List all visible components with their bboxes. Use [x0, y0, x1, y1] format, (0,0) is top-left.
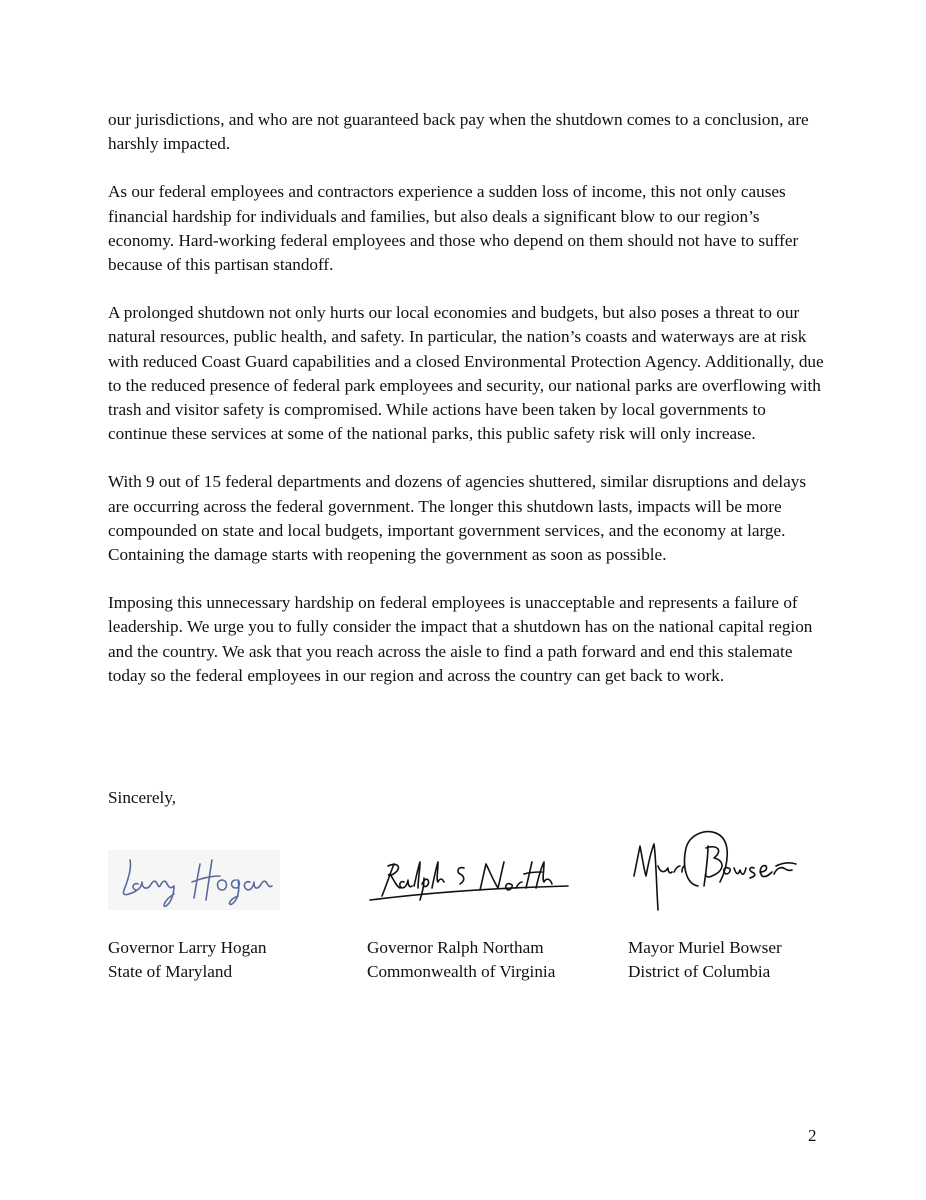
signature-northam — [368, 858, 570, 902]
signatory-hogan — [108, 936, 266, 984]
paragraph-2: As our federal employees and contractors experience a sudden loss of income, this not only causes financial hardship for individuals and families, but also deals a significant blow to our region’s economy. Hard-working federal employees and those who depend on them should not have to suffer because of this partisan standoff. — [108, 182, 799, 275]
signatory-northam — [367, 936, 555, 984]
signature-hogan — [108, 850, 280, 910]
signatory-bowser — [628, 936, 782, 984]
paragraph-1: our jurisdictions, and who are not guaranteed back pay when the shutdown comes to a conclusion, are harshly impacted. — [108, 110, 809, 154]
letter-body — [108, 108, 826, 712]
signature-bowser — [628, 826, 800, 914]
page-number: 2 — [808, 1126, 817, 1145]
signatory-name: Governor Larry Hogan — [108, 938, 267, 957]
signatory-jurisdiction: Commonwealth of Virginia — [367, 962, 556, 981]
paragraph-4: With 9 out of 15 federal departments and dozens of agencies shuttered, similar disruptions and delays are occurring across the federal government. The longer this shutdown lasts, impacts will be more compounded on state and local budgets, important government services, and the economy at large. Containing the damage starts with reopening the government as soon as possible. — [108, 472, 807, 565]
paragraph-3: A prolonged shutdown not only hurts our local economies and budgets, but also poses a threat to our natural resources, public health, and safety. In particular, the nation’s coasts and waterways are at risk with reduced Coast Guard capabilities and a closed Environmental Protection Agency. Additionally, due to the reduced presence of federal park employees and security, our national parks are overflowing with trash and visitor safety is compromised. While actions have been taken by local governments to continue these services at some of the national parks, this public safety risk will only increase. — [108, 303, 824, 444]
signatory-jurisdiction: State of Maryland — [108, 962, 233, 981]
signatory-name: Governor Ralph Northam — [367, 938, 544, 957]
signatory-name: Mayor Muriel Bowser — [628, 938, 782, 957]
paragraph-5: Imposing this unnecessary hardship on federal employees is unacceptable and represents a failure of leadership. We urge you to fully consider the impact that a shutdown has on the national capital region and the country. We ask that you reach across the aisle to find a path forward and end this stalemate today so the federal employees in our region and across the country can get back to work. — [108, 593, 813, 685]
closing: Sincerely, — [108, 788, 177, 807]
signatory-jurisdiction: District of Columbia — [628, 962, 771, 981]
